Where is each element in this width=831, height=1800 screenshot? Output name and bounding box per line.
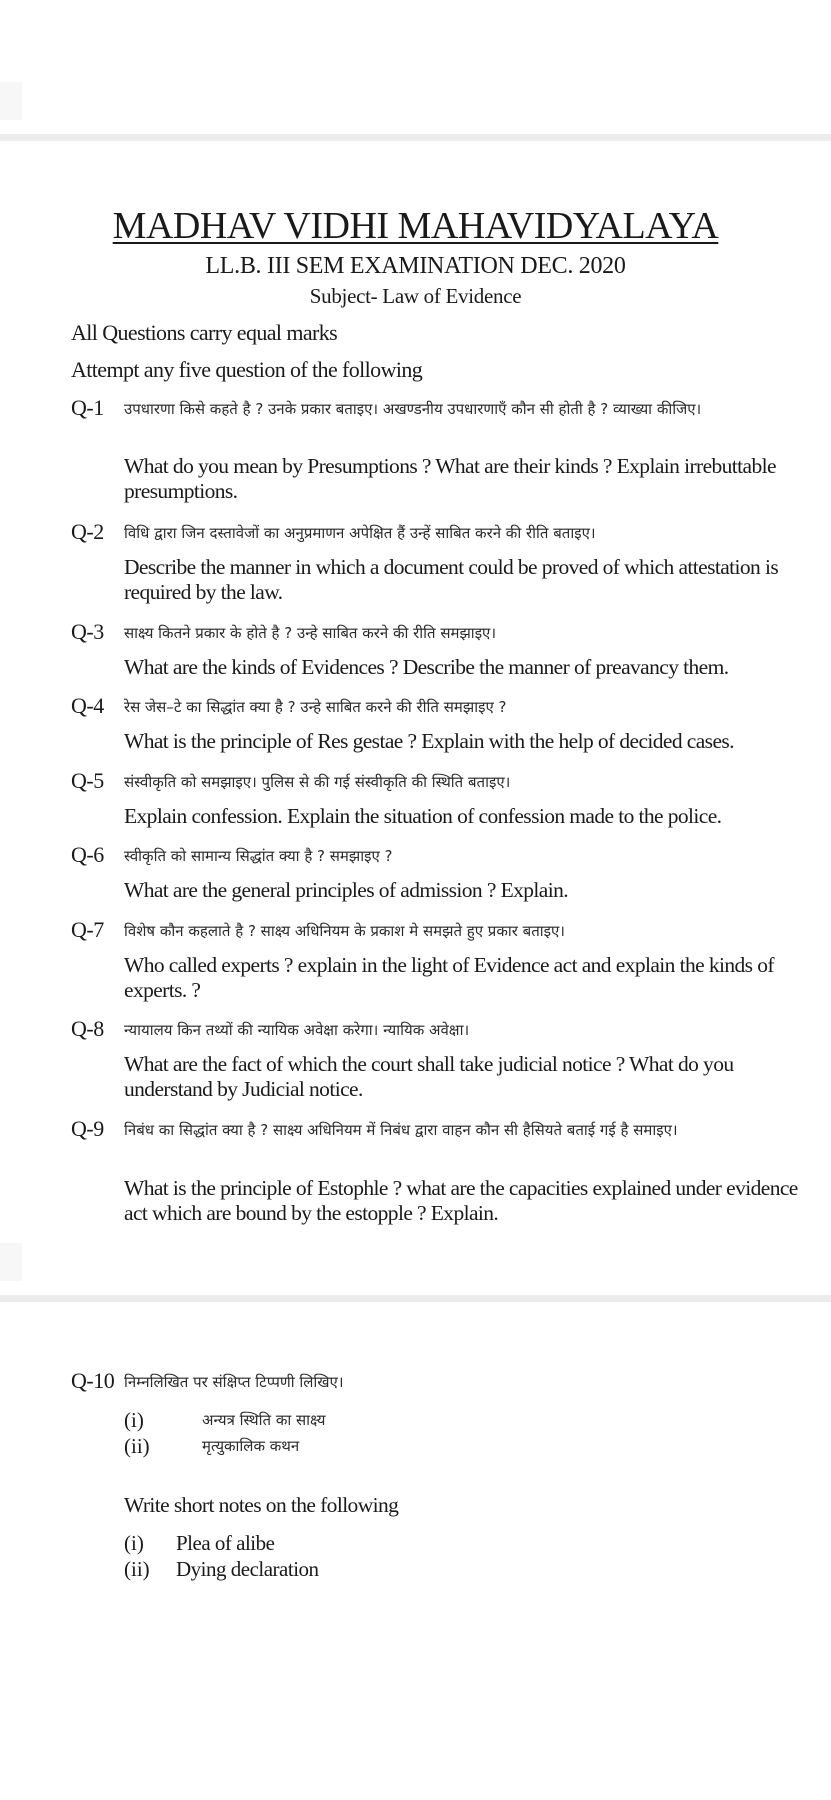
question-hindi: रेस जेस–टे का सिद्धांत क्या है ? उन्हे साबित करने की रीति समझाइए ? — [124, 698, 507, 716]
question-english: What do you mean by Presumptions ? What are their kinds ? Explain irrebuttable presumptions. — [124, 454, 776, 503]
question-hindi: उपधारणा किसे कहते है ? उनके प्रकार बताइए। अखण्डनीय उपधारणाएँ कौन सी होती है ? व्याख्या कीजिए। — [124, 400, 702, 418]
hindi-item-marker: (ii) — [124, 1434, 150, 1458]
subject-line: Subject- Law of Evidence — [309, 284, 522, 308]
question-english: What is the principle of Estophle ? what are the capacities explained under evidence act which are bound by the estopple ? Explain. — [124, 1176, 798, 1225]
hindi-item-marker: (i) — [124, 1408, 144, 1432]
question-english: Describe the manner in which a document could be proved of which attestation is required by the law. — [124, 555, 779, 604]
question-number: Q-4 — [71, 693, 104, 718]
english-item-text: Plea of alibe — [176, 1531, 275, 1555]
instruction-attempt: Attempt any five question of the following — [71, 357, 423, 382]
hindi-item-text: मृत्युकालिक कथन — [202, 1437, 300, 1455]
question-english: What are the kinds of Evidences ? Describe the manner of preavancy them. — [124, 655, 729, 679]
question-number: Q-9 — [71, 1116, 104, 1141]
question-english: Explain confession. Explain the situation of confession made to the police. — [124, 804, 722, 828]
english-item-marker: (i) — [124, 1531, 144, 1555]
page-edge-tab — [0, 82, 22, 120]
question-hindi: विधि द्वारा जिन दस्तावेजों का अनुप्रमाणन अपेक्षित हैं उन्हें साबित करने की रीति बताइए। — [124, 524, 596, 542]
question-number: Q-3 — [71, 619, 104, 644]
question-number: Q-1 — [71, 395, 104, 420]
english-item-marker: (ii) — [124, 1557, 150, 1581]
question-english: What are the fact of which the court shall take judicial notice ? What do you understand by Judicial notice. — [124, 1052, 734, 1101]
question-hindi: न्यायालय किन तथ्यों की न्यायिक अवेक्षा करेगा। न्यायिक अवेक्षा। — [124, 1021, 470, 1039]
english-item-text: Dying declaration — [176, 1557, 319, 1581]
question-number: Q-5 — [71, 768, 104, 793]
question-english: Write short notes on the following — [124, 1493, 399, 1517]
question-hindi: संस्वीकृति को समझाइए। पुलिस से की गई संस्वीकृति की स्थिति बताइए। — [124, 773, 511, 791]
instruction-marks: All Questions carry equal marks — [71, 320, 338, 345]
page-separator — [0, 134, 831, 141]
question-number: Q-10 — [71, 1368, 115, 1393]
hindi-item-text: अन्यत्र स्थिति का साक्ष्य — [202, 1411, 326, 1429]
question-hindi: साक्ष्य कितने प्रकार के होते है ? उन्हे साबित करने की रीति समझाइए। — [124, 624, 497, 642]
question-hindi: विशेष कौन कहलाते है ? साक्ष्य अधिनियम के प्रकाश मे समझते हुए प्रकार बताइए। — [124, 922, 565, 940]
question-number: Q-7 — [71, 917, 104, 942]
question-number: Q-2 — [71, 519, 104, 544]
question-hindi: निम्नलिखित पर संक्षिप्त टिप्पणी लिखिए। — [124, 1373, 344, 1391]
question-english: Who called experts ? explain in the light of Evidence act and explain the kinds of experts. ? — [124, 953, 774, 1002]
page-separator — [0, 1295, 831, 1302]
question-english: What are the general principles of admission ? Explain. — [124, 878, 569, 902]
question-english: What is the principle of Res gestae ? Explain with the help of decided cases. — [124, 729, 734, 753]
college-title: MADHAV VIDHI MAHAVIDYALAYA — [112, 205, 719, 247]
question-number: Q-8 — [71, 1016, 104, 1041]
exam-title: LL.B. III SEM EXAMINATION DEC. 2020 — [205, 253, 626, 279]
question-hindi: स्वीकृति को सामान्य सिद्धांत क्या है ? समझाइए ? — [124, 847, 393, 865]
question-number: Q-6 — [71, 842, 104, 867]
page-edge-tab — [0, 1243, 22, 1281]
question-hindi: निबंध का सिद्धांत क्या है ? साक्ष्य अधिनियम में निबंध द्वारा वाहन कौन सी हैसियते बताई गई है समाइए। — [124, 1121, 678, 1139]
